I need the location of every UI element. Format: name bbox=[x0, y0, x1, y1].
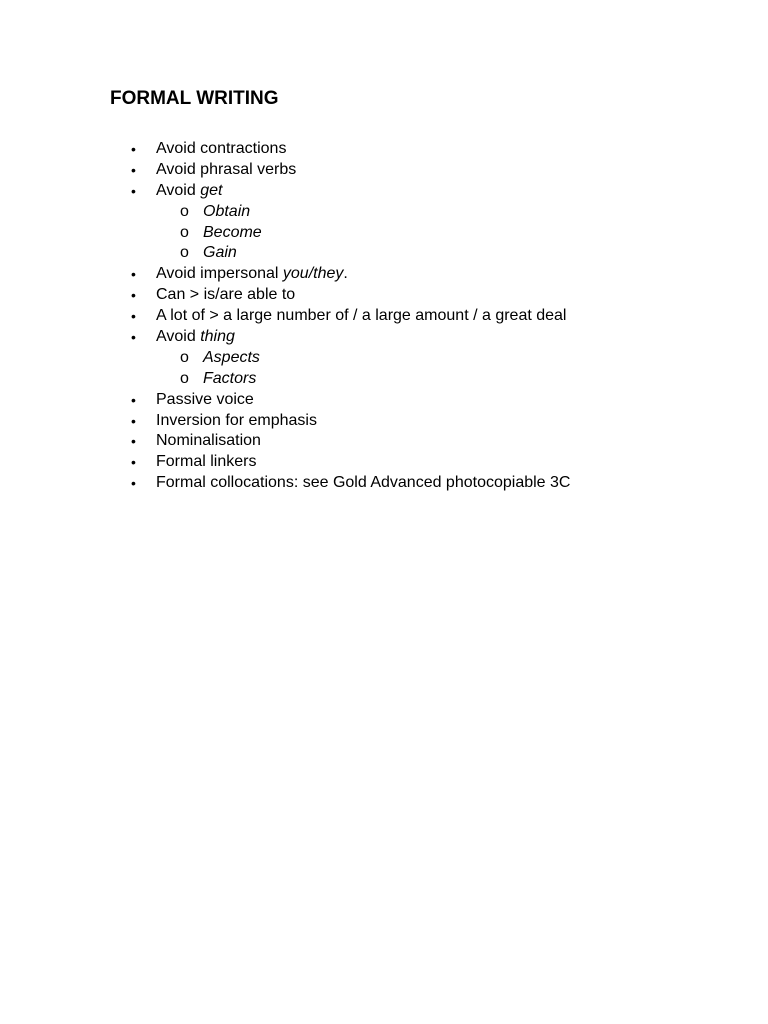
bullet-marker: • bbox=[131, 266, 136, 283]
list-item-text bbox=[156, 452, 256, 473]
list-item-text bbox=[203, 348, 260, 369]
page-title: FORMAL WRITING bbox=[110, 88, 279, 109]
text-segment: . bbox=[343, 265, 348, 283]
sub-bullet-marker: o bbox=[180, 369, 189, 387]
list-item bbox=[0, 411, 768, 432]
list-item-text bbox=[156, 181, 222, 202]
list-item-text bbox=[156, 411, 317, 432]
list-item-text bbox=[156, 264, 348, 285]
sub-list-item bbox=[0, 202, 768, 223]
list-item bbox=[0, 306, 768, 327]
sub-bullet-marker: o bbox=[180, 202, 189, 220]
italic-text: Aspects bbox=[203, 348, 260, 366]
italic-text: Factors bbox=[203, 369, 257, 387]
bullet-list bbox=[0, 139, 768, 494]
list-item bbox=[0, 390, 768, 411]
italic-text: thing bbox=[200, 328, 235, 346]
text-segment: Inversion for emphasis bbox=[156, 411, 317, 429]
list-item bbox=[0, 285, 768, 306]
bullet-marker: • bbox=[131, 475, 136, 492]
italic-text: get bbox=[200, 181, 223, 199]
text-segment: Formal collocations: see Gold Advanced photocopiable 3C bbox=[156, 474, 571, 492]
list-item-text bbox=[156, 473, 570, 494]
bullet-marker: • bbox=[131, 141, 136, 157]
list-item bbox=[0, 264, 768, 285]
text-segment: Passive voice bbox=[156, 390, 254, 408]
text-segment: Formal linkers bbox=[156, 453, 257, 471]
list-item-text bbox=[156, 139, 286, 160]
list-item bbox=[0, 473, 768, 494]
list-item-text bbox=[156, 327, 235, 348]
sub-bullet-marker: o bbox=[180, 244, 189, 262]
text-segment: Nominalisation bbox=[156, 432, 261, 450]
sub-bullet-marker: o bbox=[180, 348, 189, 366]
list-item-text bbox=[156, 431, 261, 452]
list-item bbox=[0, 181, 768, 202]
text-segment: Avoid bbox=[156, 328, 201, 346]
italic-text: you/they bbox=[282, 265, 344, 283]
text-segment: Avoid bbox=[156, 181, 201, 199]
sub-bullet-marker: o bbox=[180, 223, 189, 241]
list-item-text bbox=[156, 160, 296, 181]
sub-list-item bbox=[0, 243, 768, 264]
text-segment: Avoid impersonal bbox=[156, 265, 283, 283]
sub-list-item bbox=[0, 223, 768, 244]
bullet-marker: • bbox=[131, 182, 136, 199]
list-item bbox=[0, 327, 768, 348]
italic-text: Obtain bbox=[203, 202, 251, 220]
bullet-marker: • bbox=[131, 454, 136, 471]
list-item bbox=[0, 452, 768, 473]
list-item bbox=[0, 139, 768, 160]
text-segment: Can > is/are able to bbox=[156, 286, 296, 304]
sub-list-item bbox=[0, 369, 768, 390]
bullet-marker: • bbox=[131, 329, 136, 346]
bullet-marker: • bbox=[131, 433, 136, 450]
text-segment: A lot of > a large number of / a large amount / a great deal bbox=[156, 307, 567, 325]
bullet-marker: • bbox=[131, 161, 136, 178]
text-segment: Avoid contractions bbox=[156, 140, 287, 157]
bullet-marker: • bbox=[131, 391, 136, 408]
bullet-marker: • bbox=[131, 412, 136, 429]
list-item-text bbox=[156, 390, 254, 411]
list-item-text bbox=[203, 223, 262, 244]
italic-text: Become bbox=[203, 223, 262, 241]
italic-text: Gain bbox=[203, 244, 237, 262]
list-item-text bbox=[156, 285, 295, 306]
list-item-text bbox=[203, 243, 237, 264]
bullet-marker: • bbox=[131, 287, 136, 304]
text-segment: Avoid phrasal verbs bbox=[156, 160, 297, 178]
list-item bbox=[0, 160, 768, 181]
sub-list-item bbox=[0, 348, 768, 369]
list-item-text bbox=[156, 306, 566, 327]
list-item-text bbox=[203, 202, 250, 223]
list-item-text bbox=[203, 369, 256, 390]
bullet-marker: • bbox=[131, 308, 136, 325]
list-item bbox=[0, 431, 768, 452]
